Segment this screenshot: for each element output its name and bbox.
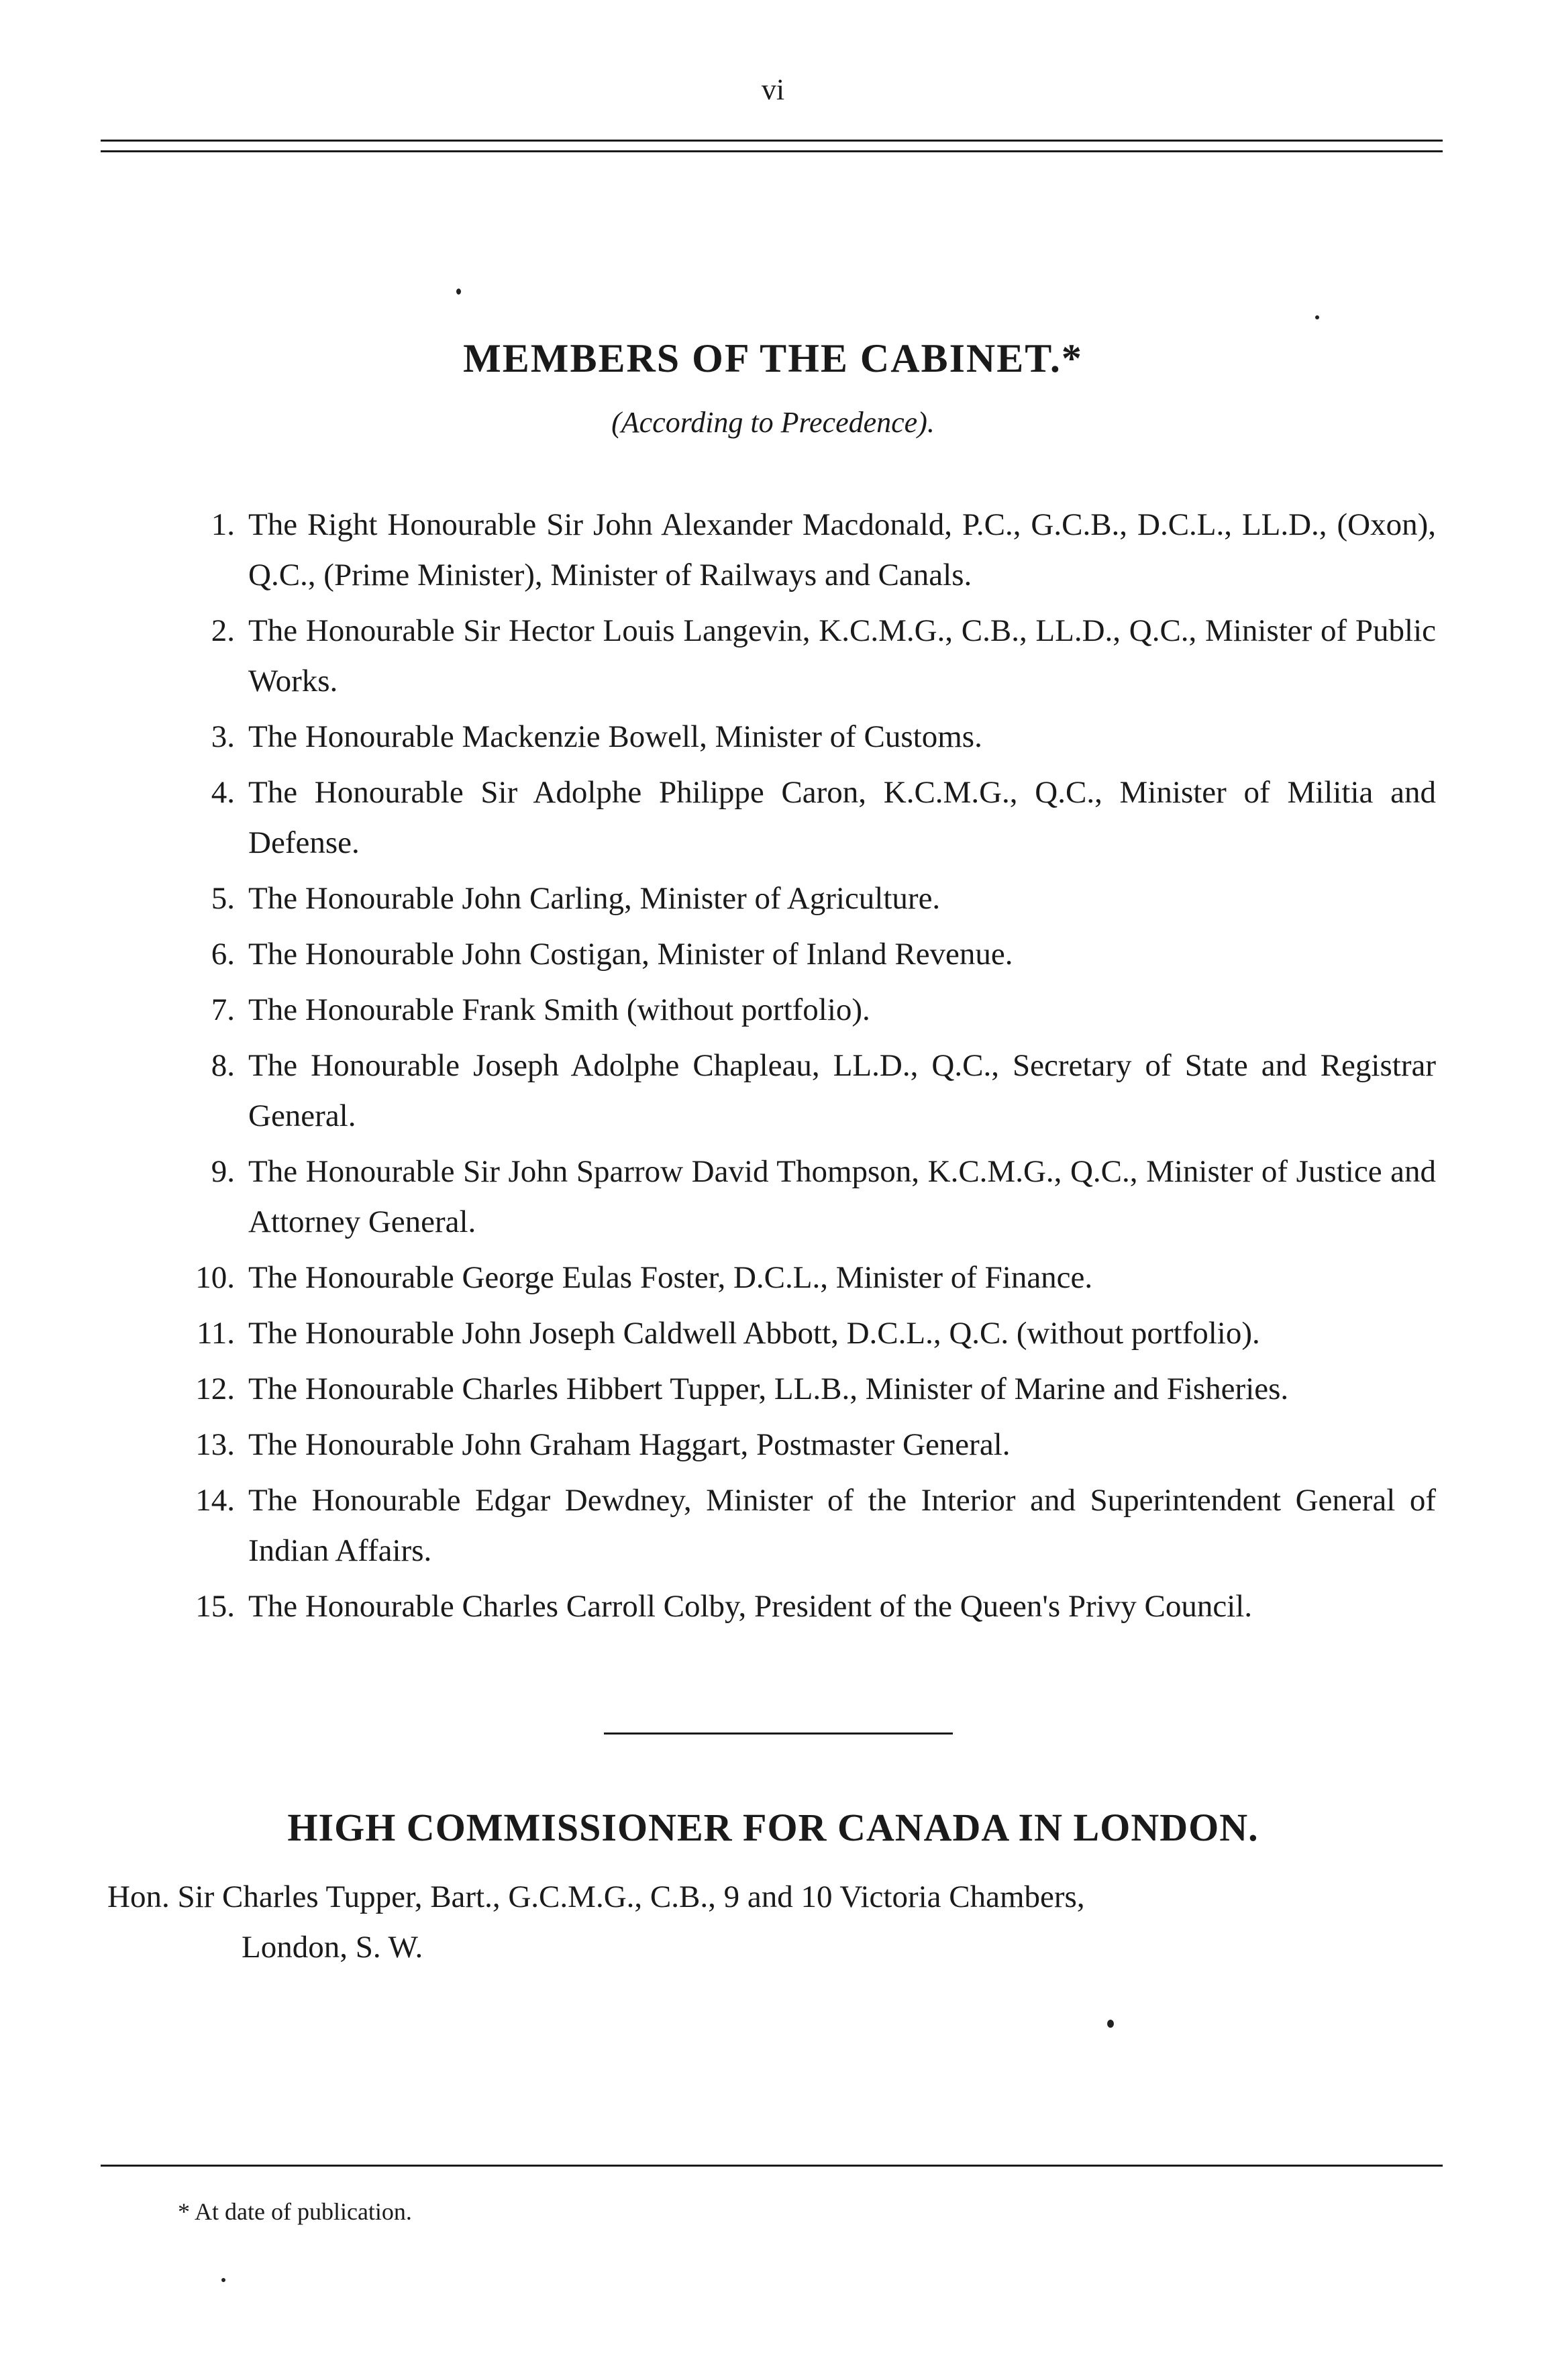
list-item [114, 500, 1436, 601]
scan-speck [1107, 2020, 1114, 2028]
list-item-number: 4. [211, 775, 235, 810]
list-item-text: The Honourable Joseph Adolphe Chapleau, LL.D., Q.C., Secretary of State and Registrar General. [248, 1048, 1436, 1133]
list-item-text: The Honourable Charles Hibbert Tupper, LL.B., Minister of Marine and Fisheries. [248, 1372, 1289, 1406]
list-item-text: The Honourable Sir Hector Louis Langevin, K.C.M.G., C.B., LL.D., Q.C., Minister of Public Works. [248, 613, 1436, 699]
list-item-text: The Honourable Frank Smith (without portfolio). [248, 992, 870, 1027]
list-item [114, 1582, 1436, 1632]
list-item-number: 10. [195, 1260, 235, 1295]
list-item-text: The Honourable John Carling, Minister of Agriculture. [248, 881, 941, 916]
cabinet-subheading: (According to Precedence). [611, 406, 935, 439]
list-item [114, 1253, 1436, 1303]
list-item-number: 7. [211, 992, 235, 1027]
cabinet-member-list [0, 500, 1546, 1637]
list-item-text: The Honourable John Joseph Caldwell Abbott, D.C.L., Q.C. (without portfolio). [248, 1316, 1260, 1351]
list-item-number: 5. [211, 881, 235, 916]
list-item-number: 1. [211, 507, 235, 542]
list-item-text: The Honourable George Eulas Foster, D.C.L., Minister of Finance. [248, 1260, 1093, 1295]
list-item-text: The Honourable Sir John Sparrow David Thompson, K.C.M.G., Q.C., Minister of Justice and Attorney General. [248, 1154, 1436, 1239]
footnote: * At date of publication. [178, 2198, 412, 2225]
high-commissioner-heading: HIGH COMMISSIONER FOR CANADA IN LONDON. [287, 1806, 1259, 1849]
list-item-number: 12. [195, 1372, 235, 1406]
list-item-text: The Honourable John Graham Haggart, Postmaster General. [248, 1427, 1011, 1462]
list-item-number: 14. [195, 1483, 235, 1518]
scan-speck [1315, 315, 1319, 319]
list-item [114, 1364, 1436, 1414]
list-item-number: 13. [195, 1427, 235, 1462]
list-item [114, 768, 1436, 868]
list-item-number: 9. [211, 1154, 235, 1189]
scan-speck [221, 2278, 225, 2282]
cabinet-heading: MEMBERS OF THE CABINET.* [463, 336, 1083, 380]
list-item-number: 2. [211, 613, 235, 648]
list-item-number: 11. [196, 1316, 235, 1351]
footnote-rule [101, 2165, 1443, 2167]
list-item-number: 15. [195, 1589, 235, 1624]
high-commissioner-line: Hon. Sir Charles Tupper, Bart., G.C.M.G., C.B., 9 and 10 Victoria Chambers, [107, 1879, 1085, 1914]
list-item-number: 8. [211, 1048, 235, 1083]
list-item [114, 606, 1436, 707]
list-item-text: The Honourable Charles Carroll Colby, President of the Queen's Privy Council. [248, 1589, 1253, 1624]
section-divider [604, 1732, 953, 1735]
list-item [114, 1147, 1436, 1247]
header-rule-double [101, 150, 1443, 152]
list-item [114, 1041, 1436, 1141]
list-item [114, 985, 1436, 1035]
list-item [114, 1476, 1436, 1576]
page-number: vi [761, 73, 785, 106]
list-item [114, 929, 1436, 980]
list-item-text: The Honourable Mackenzie Bowell, Minister of Customs. [248, 719, 982, 754]
list-item-number: 3. [211, 719, 235, 754]
list-item [114, 1420, 1436, 1470]
high-commissioner-address: London, S. W. [242, 1930, 423, 1965]
list-item [114, 712, 1436, 762]
list-item-text: The Right Honourable Sir John Alexander Macdonald, P.C., G.C.B., D.C.L., LL.D., (Oxon), Q.C., (Prime Minister), Minister of Railways and Canals. [248, 507, 1436, 592]
list-item [114, 1308, 1436, 1359]
list-item [114, 874, 1436, 924]
list-item-text: The Honourable Edgar Dewdney, Minister of the Interior and Superintendent General of Indian Affairs. [248, 1483, 1436, 1568]
list-item-number: 6. [211, 937, 235, 972]
high-commissioner-entry [107, 1872, 1436, 1973]
scan-speck [456, 289, 461, 295]
header-rule [101, 140, 1443, 142]
list-item-text: The Honourable Sir Adolphe Philippe Caron, K.C.M.G., Q.C., Minister of Militia and Defense. [248, 775, 1436, 860]
list-item-text: The Honourable John Costigan, Minister of Inland Revenue. [248, 937, 1013, 972]
